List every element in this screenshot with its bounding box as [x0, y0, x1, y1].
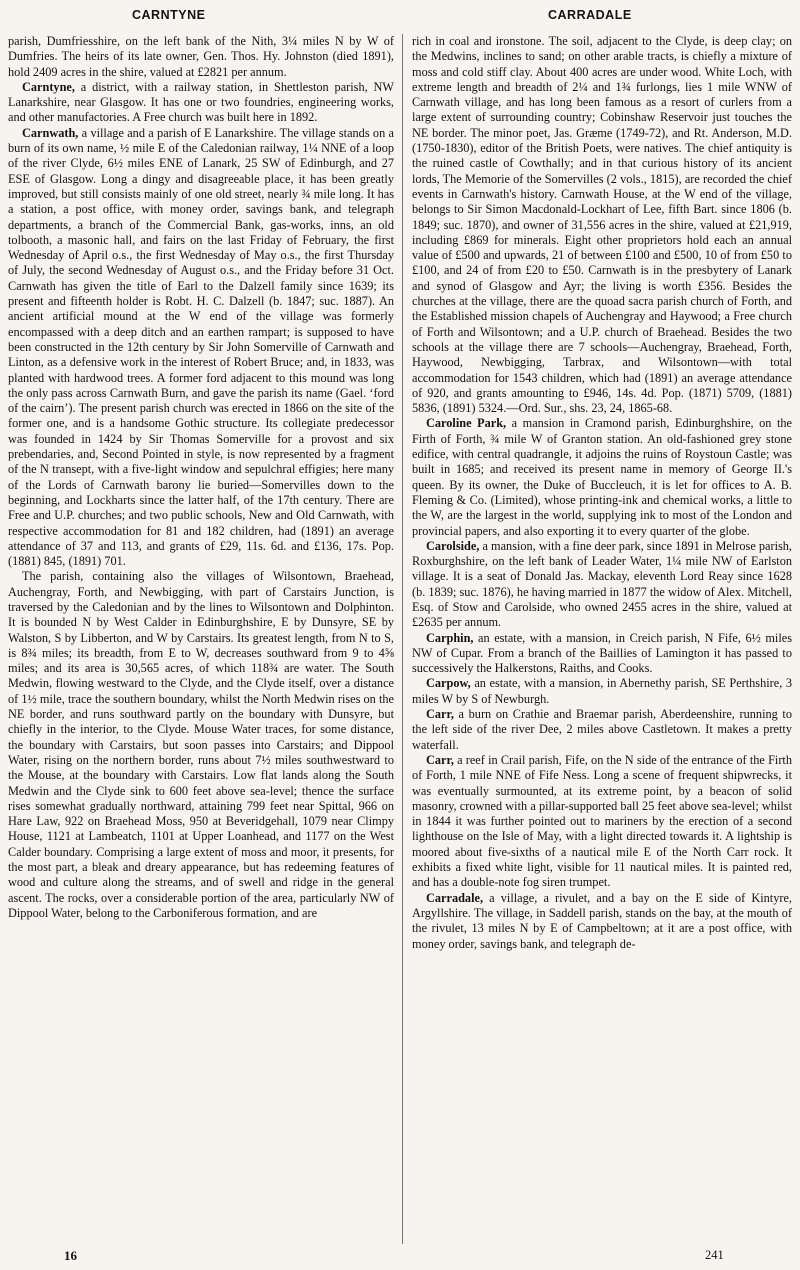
entry-carr-reef	[412, 753, 792, 891]
entry-body: a village and a parish of E Lanarkshire. The village stands on a burn of its own name, ½ mile E of the Caledonian railway, 1¼ NNE of a loop of the river Clyde, 6½ miles ENE of Lanark, 25 SW of Edinburgh, and 27 ESE of Glasgow. Long a dingy and disagreeable place, it has been greatly improved, but still consists mainly of one old street, nearly ¾ mile long. It has a station, a post office, with money order, savings bank, and telegraph departments, a branch of the Commercial Bank, gas-works, inns, an old tolbooth, a masonic hall, and fairs on the last Friday of February, the first Wednesday of April o.s., the first Wednesday of May o.s., the first Thursday of July, the second Wednesday of August o.s., and the Friday before 31 Oct. Carnwath has given the title of Earl to the Dalzell family since 1639; its present and fifteenth holder is Robt. H. C. Dalzell (b. 1847; suc. 1887). An ancient artificial mound at the W end of the village was formerly encompassed with a deep ditch and an earthen rampart; is supposed to have been constructed in the 12th century by Sir John Somerville of Carnwath and Linton, as a defensive work in the interest of Robert Bruce; and, in 1833, was planted with hardwood trees. A former ford adjacent to this mound was long the only pass across Carnwath Burn, and gave the parish its name (Gael. ‘ford of the cairn’). The present parish church was erected in 1866 on the site of the former one, and is a handsome Gothic structure. Its collegiate predecessor was founded in 1424 by Sir Thomas Somerville for a provost and six prebendaries, and, Second Pointed in style, is now represented by a fragment of the N transept, with a five-light window and sepulchral effigies; here many of the Lords of Carnwath barony lie buried—Somervilles down to the beginning, and Lockharts since the latter half, of the 17th century. There are Free and U.P. churches; and two public schools, New and Old Carnwath, with respective accommodation for 81 and 182 children, had (1891) an average attendance of 37 and 113, and grants of £29, 11s. 6d. and £136, 17s. Pop. (1881) 845, (1891) 701.	[8, 125, 394, 569]
headword: Carnwath,	[22, 125, 79, 140]
entry-continuation: parish, Dumfriesshire, on the left bank of the Nith, 3¼ miles N by W of Dumfries. The heirs of its late owner, Gen. Thos. Hy. Johnston (died 1891), hold 2409 acres in the shire, valued at £2821 per annum.	[8, 34, 394, 79]
entry-body: a reef in Crail parish, Fife, on the N side of the entrance of the Firth of Forth, 1 mile NNE of Fife Ness. Long a scene of frequent shipwrecks, it was eventually surmounted, at its extreme point, by a beacon of solid masonry, crowned with a pillar-supported ball 25 feet above sea-level; whilst in 1844 it was further pointed out to mariners by the erection of a second lighthouse on the Isle of May, with a light directed towards it. A lightship is moored about five-sixths of a nautical mile E of the North Carr rock. It exhibits a fixed white light, visible for 11 nautical miles. It is painted red, and has a double-note fog siren trumpet.	[412, 752, 792, 890]
entry-body: a mansion in Cramond parish, Edinburghshire, on the Firth of Forth, ¾ mile W of Granton station. An old-fashioned grey stone edifice, with central quadrangle, it adjoins the ruins of Roystoun Castle; was built in 1685; and received its present name in memory of George II.'s queen. By its owner, the Duke of Buccleuch, it is let for offices to A. B. Fleming & Co. (Limited), whose printing-ink and chemical works, a little to the W, are the largest in the world, supplying ink to most of the London and provincial papers, and also exporting it to every quarter of the globe.	[412, 416, 792, 538]
running-head	[0, 6, 800, 28]
entry-carnwath	[8, 126, 394, 570]
headword: Carntyne,	[22, 79, 75, 94]
entry-carpow	[412, 676, 792, 707]
entry-body: a district, with a railway station, in Shettleston parish, NW Lanarkshire, near Glasgow. It has one or two foundries, engineering works, and other manufactories. A Free church was built here in 1892.	[8, 79, 394, 125]
entry-paragraph: The parish, containing also the villages of Wilsontown, Braehead, Auchengray, Forth, and Newbigging, with part of Carstairs Junction, is traversed by the Caledonian and by the lines to Wilsontown and Dolphinton. It is bounded N by West Calder in Edinburghshire, E by Dunsyre, SE by Walston, S by Libberton, and W by Carstairs. Its greatest length, from N to S, is 8¾ miles; its breadth, from E to W, decreases southward from 9 to 4⅝ miles; and its area is 30,565 acres, of which 118¾ are water. The South Medwin, flowing westward to the Clyde, and the Clyde itself, over a distance of 1½ mile, trace the southern boundary, whilst the North Medwin rises on the NE border, and runs southward partly on the boundary with Dunsyre, but chiefly in the interior, to the Clyde. Mouse Water traces, for some distance, the boundary with Carstairs, but soon passes into Carstairs; and Dippool Water, rising on the northern border, runs about 7½ miles southwestward to the Mouse, at the boundary with Carstairs. Low flat lands along the South Medwin and the Clyde sink to 600 feet above sea-level; thence the surface rises somewhat gradually northward, attaining 799 feet near Spittal, 966 on Hare Law, 922 on Braehead Moss, 950 at Beveridgehall, 1079 near Climpy House, 1121 at Lambeatch, 1101 at Upper Loanhead, and 1177 on the West Calder boundary. Comprising a large extent of moss and moor, it presents, for the most part, a bleak and dreary appearance, but has redeeming features of wood and culture along the streams, and of swell and ridge in the general ascent. The rocks, over a considerable portion of the area, particularly NW of Dippool Water, belong to the Carboniferous formation, and are	[8, 569, 394, 920]
entry-carr-burn	[412, 707, 792, 753]
entry-body: a village, a rivulet, and a bay on the E side of Kintyre, Argyllshire. The village, in Saddell parish, stands on the bay, at the mouth of the rivulet, 13 miles N by E of Campbeltown; at it are a post office, with money order, savings bank, and telegraph de-	[412, 890, 792, 951]
headword: Caroline Park,	[426, 416, 507, 431]
right-column	[412, 34, 792, 1244]
headword: Carr,	[426, 752, 454, 767]
column-divider	[402, 34, 403, 1244]
running-head-right: CARRADALE	[548, 8, 632, 22]
entry-carolside	[412, 539, 792, 631]
headword: Carpow,	[426, 676, 471, 691]
page-number-right: 241	[705, 1248, 724, 1262]
running-head-left: CARNTYNE	[132, 8, 206, 22]
headword: Carolside,	[426, 538, 480, 553]
page-number-left: 16	[64, 1248, 77, 1263]
left-column	[8, 34, 394, 1244]
headword: Carr,	[426, 707, 454, 722]
entry-body: an estate, with a mansion, in Abernethy parish, SE Perthshire, 3 miles W by S of Newburgh.	[412, 676, 792, 706]
headword: Carphin,	[426, 630, 474, 645]
entry-caroline-park	[412, 416, 792, 538]
entry-carphin	[412, 631, 792, 677]
entry-carntyne	[8, 80, 394, 126]
entry-carradale	[412, 891, 792, 952]
entry-body: a mansion, with a fine deer park, since 1891 in Melrose parish, Roxburghshire, on the left bank of Leader Water, 1¼ mile NW of Earlston village. It is a seat of Donald Jas. Mackay, eleventh Lord Reay since 1628 (b. 1839; suc. 1876), he having married in 1877 the widow of Alex. Mitchell, Esq. of Stow and Carolside, who owned 2455 acres in the shire, valued at £2635 per annum.	[412, 538, 792, 630]
entry-body: an estate, with a mansion, in Creich parish, N Fife, 6½ miles NW of Cupar. From a branch of the Baillies of Lamington it has passed to successively the Halkerstons, Raiths, and Cooks.	[412, 630, 792, 676]
entry-body: a burn on Crathie and Braemar parish, Aberdeenshire, running to the left side of the river Dee, 2 miles above Castletown. It makes a pretty waterfall.	[412, 707, 792, 752]
entry-continuation: rich in coal and ironstone. The soil, adjacent to the Clyde, is deep clay; on the Medwins, inclines to sand; on other arable tracts, is chiefly a mixture of moss and cold stiff clay. About 400 acres are under wood. White Loch, with extreme length and breadth of 2¼ and 1¾ furlongs, lies 1 mile WNW of Carnwath village, and has long been famous as a resort of curlers from a large extent of surrounding country; Cobinshaw Reservoir just touches the NE border. The minor poet, Jas. Græme (1749-72), and Rt. Anderson, M.D. (1750-1830), editor of the British Poets, were natives. The chief antiquity is the ruined castle of Cowthally; and in that curious history of its ancient lords, The Memorie of the Somervilles (2 vols., 1815), are recorded the chief events in Carnwath's history. Carnwath House, at the W end of the village, belongs to Sir Simon Macdonald-Lockhart of Lee, fifth Bart. since 1806 (b. 1849; suc. 1870), and owner of 31,556 acres in the shire, valued at £21,919, including £869 for minerals. Eight other proprietors hold each an annual value of £500 and upwards, 21 of between £100 and £500, 10 of from £50 to £100, and 24 of from £20 to £50. Carnwath is in the presbytery of Lanark and synod of Glasgow and Ayr; the living is worth £356. Besides the churches at the village, there are the quoad sacra parish church of Forth, and the Established mission chapels of Auchengray and Haywood; a Free church of Forth and Wilsontown; and a U.P. church of Braehead. Besides the two schools at the village there are 7 schools—Auchengray, Braehead, Forth, Haywood, Newbigging, Tarbrax, and Wilsontown—with total accommodation for 1543 children, which had (1891) an average attendance of 920, and grants amounting to £946, 14s. 4d. Pop. (1871) 5709, (1881) 5836, (1891) 5324.—Ord. Sur., shs. 23, 24, 1865-68.	[412, 34, 792, 416]
headword: Carradale,	[426, 890, 484, 905]
